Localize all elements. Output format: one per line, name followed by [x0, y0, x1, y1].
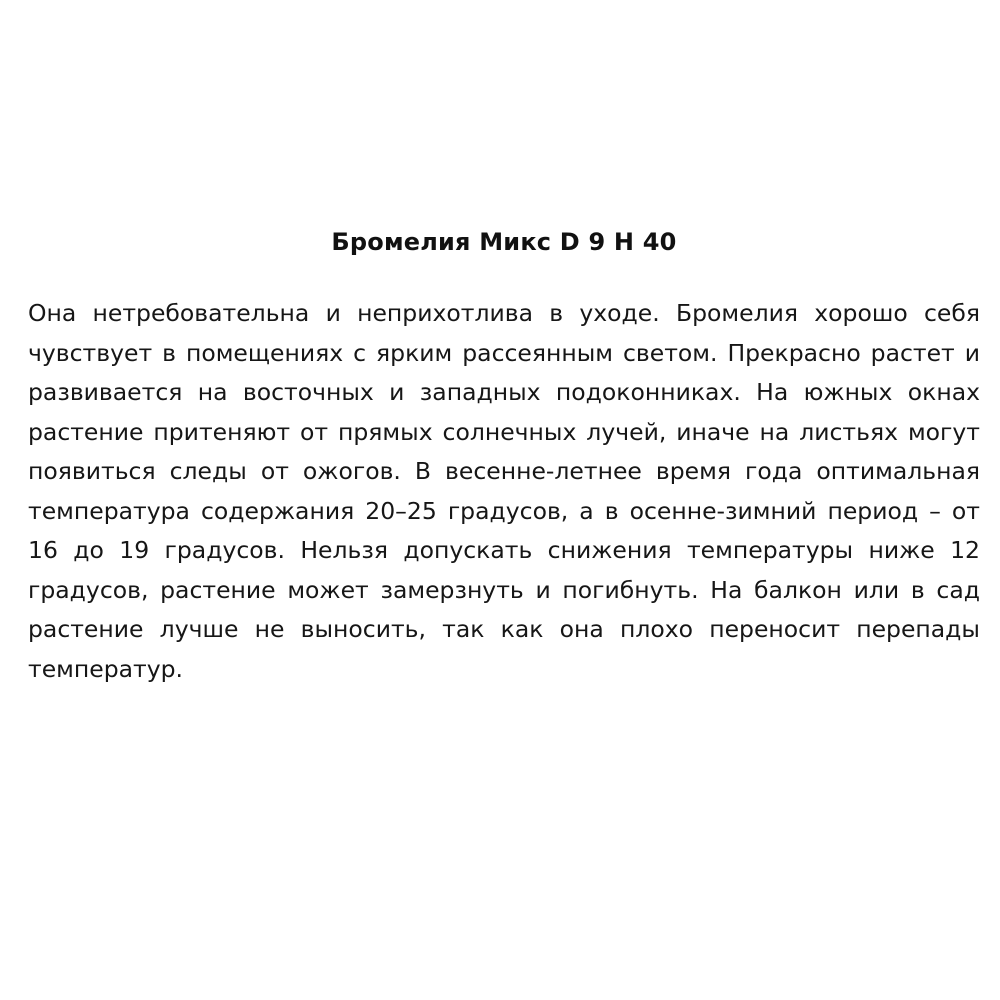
- body-paragraph: Она нетребовательна и неприхотлива в уходе. Бромелия хорошо себя чувствует в помещениях с ярким рассеянным светом. Прекрасно растет и развивается на восточных и западных подоконниках. На южных окнах растение притеняют от прямых солнечных лучей, иначе на листьях могут появиться следы от ожогов. В весенне-летнее время года оптимальная температура содержания 20–25 градусов, а в осенне-зимний период – от 16 до 19 градусов. Нельзя допускать снижения температуры ниже 12 градусов, растение может замерзнуть и погибнуть. На балкон или в сад растение лучше не выносить, так как она плохо переносит перепады температур.: [28, 299, 980, 683]
- page-title: Бромелия Микс D 9 H 40: [331, 228, 677, 256]
- document-content: [28, 228, 980, 689]
